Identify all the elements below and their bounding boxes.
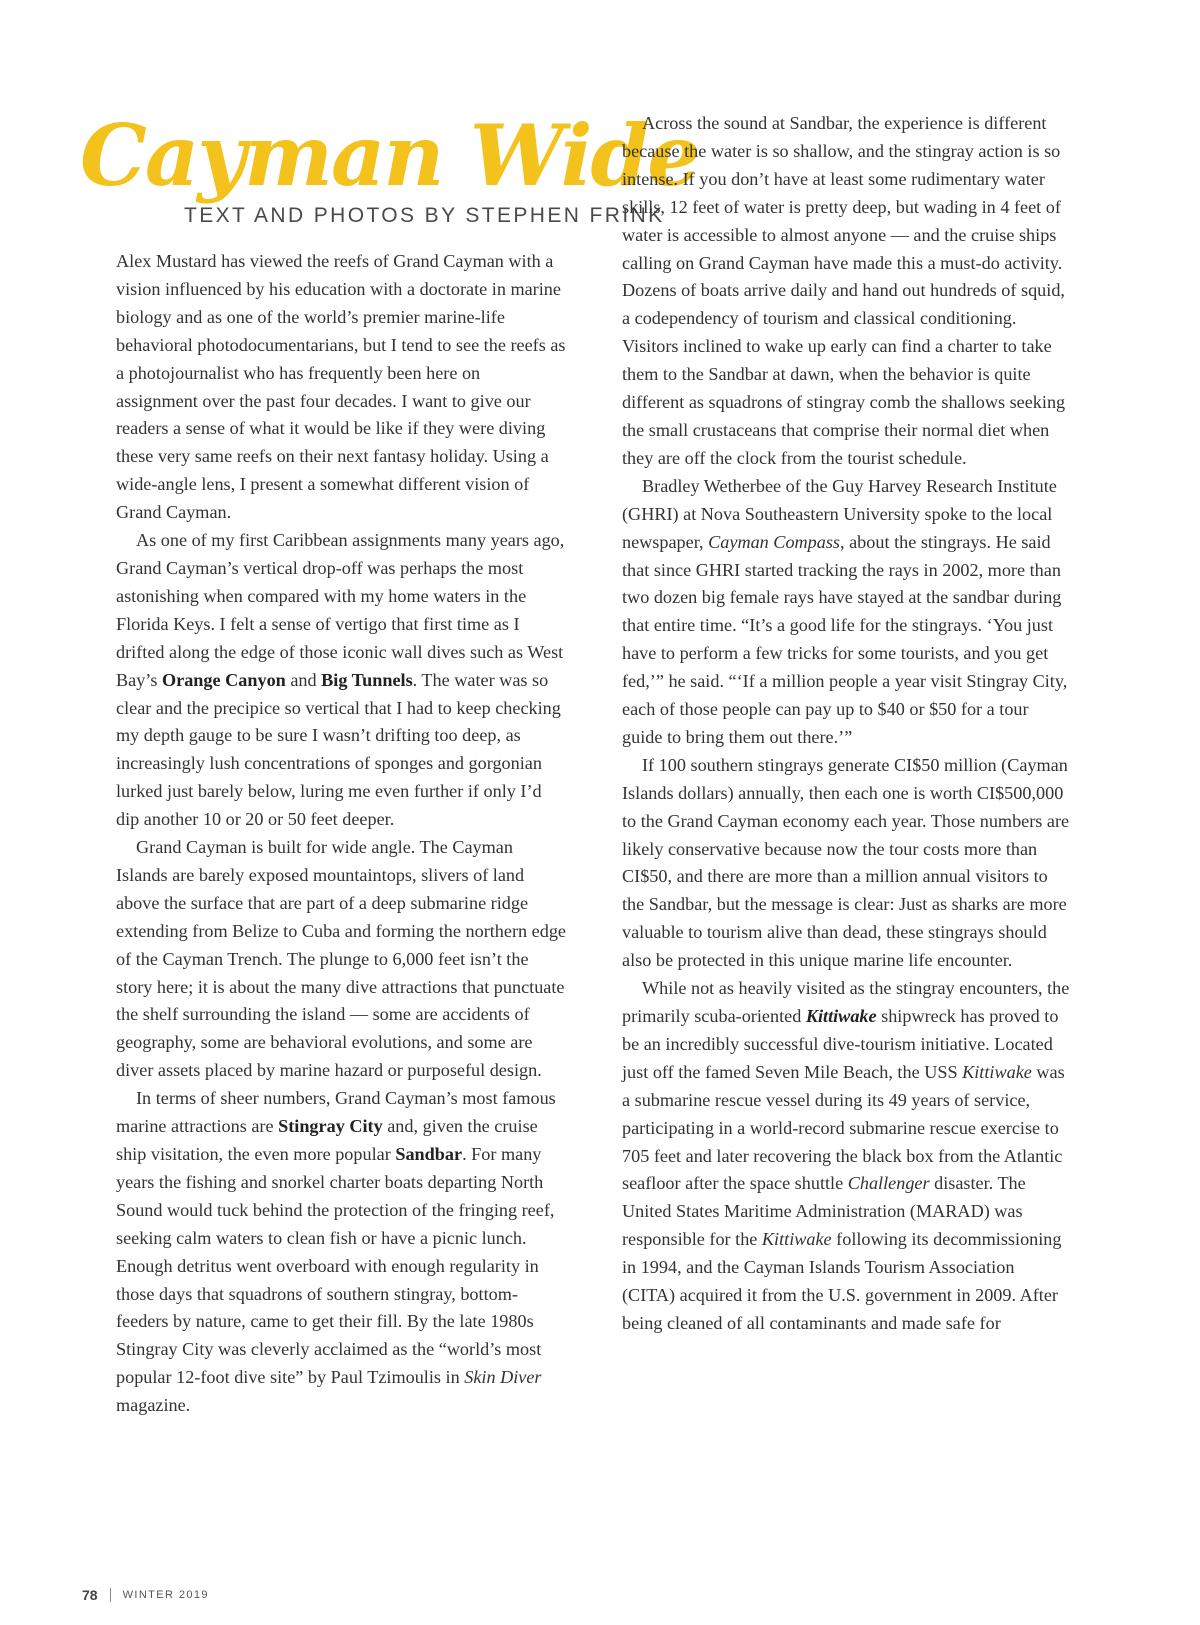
ship-name: Kittiwake [962, 1061, 1032, 1082]
place-name: Orange Canyon [161, 669, 286, 690]
publication-name: Skin Diver [464, 1367, 542, 1388]
ship-name: Kittiwake [761, 1229, 832, 1250]
right-column [622, 110, 1072, 1338]
page-number: 78 [82, 1587, 98, 1603]
paragraph: Bradley Wetherbee of the Guy Harvey Research Institute (GHRI) at Nova Southeastern University spoke to the local newspaper, Cayman Compass, about the stingrays. He said that since GHRI started tracking the rays in 2002, more than two dozen big female rays have stayed at the sandbar during that entire time. “It’s a good life for the stingrays. ‘You just have to perform a few tricks for some tourists, and you get fed,’” he said. “‘If a million people a year visit Stingray City, each of those people can pay up to $40 or $50 for a tour guide to bring them out there.’” [622, 475, 1068, 747]
paragraph: While not as heavily visited as the stingray encounters, the primarily scuba-oriented Kittiwake shipwreck has proved to be an incredibly successful dive-tourism initiative. Located just off the famed Seven Mile Beach, the USS Kittiwake was a submarine rescue vessel during its 49 years of service, participating in a world-record submarine rescue exercise to 705 feet and later recovering the black box from the Atlantic seafloor after the space shuttle Challenger disaster. The United States Maritime Administration (MARAD) was responsible for the Kittiwake following its decommissioning in 1994, and the Cayman Islands Tourism Association (CITA) acquired it from the U.S. government in 2009. After being cleaned of all contaminants and made safe for [622, 978, 1070, 1333]
paragraph: Alex Mustard has viewed the reefs of Grand Cayman with a vision influenced by his education with a doctorate in marine biology and as one of the world’s premier marine-life behavioral photodocumentarians, but I tend to see the reefs as a photojournalist who has frequently been here on assignment over the past four decades. I want to give our readers a sense of what it would be like if they were diving these very same reefs on their next fantasy holiday. Using a wide-angle lens, I present a somewhat different vision of Grand Cayman. [116, 251, 566, 523]
place-name: Sandbar [395, 1144, 463, 1164]
ship-name: Kittiwake [805, 1006, 877, 1026]
shuttle-name: Challenger [847, 1173, 930, 1194]
page-footer [82, 1587, 209, 1603]
place-name: Stingray City [278, 1116, 383, 1137]
publication-name: Cayman Compass [708, 531, 841, 552]
byline: TEXT AND PHOTOS BY STEPHEN FRINK [184, 204, 665, 227]
paragraph: Across the sound at Sandbar, the experience is different because the water is so shallow, and the stingray action is so intense. If you don’t have at least some rudimentary water skills, 12 feet of water is pretty deep, but wading in 4 feet of water is accessible to almost anyone — and the cruise ships calling on Grand Cayman have made this a must-do activity. Dozens of boats arrive daily and hand out hundreds of squid, a codependency of tourism and classical conditioning. Visitors inclined to wake up early can find a charter to take them to the Sandbar at dawn, when the behavior is quite different as squadrons of stingray comb the shallows seeking the small crustaceans that comprise their normal diet when they are off the clock from the tourist schedule. [622, 113, 1066, 468]
footer-divider [110, 1588, 111, 1602]
paragraph: As one of my first Caribbean assignments many years ago, Grand Cayman’s vertical drop-off was perhaps the most astonishing when compared with my home waters in the Florida Keys. I felt a sense of vertigo that first time as I drifted along the edge of those iconic wall dives such as West Bay’s Orange Canyon and Big Tunnels. The water was so clear and the precipice so vertical that I had to keep checking my depth gauge to be sure I wasn’t drifting too deep, as increasingly lush concentrations of sponges and gorgonian lurked just barely below, luring me even further if only I’d dip another 10 or 20 or 50 feet deeper. [116, 530, 565, 830]
article-title: Cayman Wide [80, 106, 699, 205]
paragraph: Grand Cayman is built for wide angle. The Cayman Islands are barely exposed mountaintops, slivers of land above the surface that are part of a deep submarine ridge extending from Belize to Cuba and forming the northern edge of the Cayman Trench. The plunge to 6,000 feet isn’t the story here; it is about the many dive attractions that punctuate the shelf surrounding the island — some are accidents of geography, some are behavioral evolutions, and some are diver assets placed by marine hazard or purposeful design. [116, 837, 567, 1081]
left-column [116, 248, 566, 1420]
paragraph: If 100 southern stingrays generate CI$50 million (Cayman Islands dollars) annually, then each one is worth CI$500,000 to the Grand Cayman economy each year. Those numbers are likely conservative because now the tour costs more than CI$50, and there are more than a million annual visitors to the Sandbar, but the message is clear: Just as sharks are more valuable to tourism alive than dead, these stingrays should also be protected in this unique marine life encounter. [622, 754, 1070, 971]
place-name: Big Tunnels [321, 669, 413, 690]
paragraph: In terms of sheer numbers, Grand Cayman’s most famous marine attractions are Stingray City and, given the cruise ship visitation, the even more popular Sandbar. For many years the fishing and snorkel charter boats departing North Sound would tuck behind the protection of the fringing reef, seeking calm waters to clean fish or have a picnic lunch. Enough detritus went overboard with enough regularity in those days that squadrons of southern stingray, bottom-feeders by nature, came to get their fill. By the late 1980s Stingray City was cleverly acclaimed as the “world’s most popular 12-foot dive site” by Paul Tzimoulis in Skin Diver magazine. [116, 1088, 556, 1416]
issue-label: WINTER 2019 [122, 1589, 209, 1601]
